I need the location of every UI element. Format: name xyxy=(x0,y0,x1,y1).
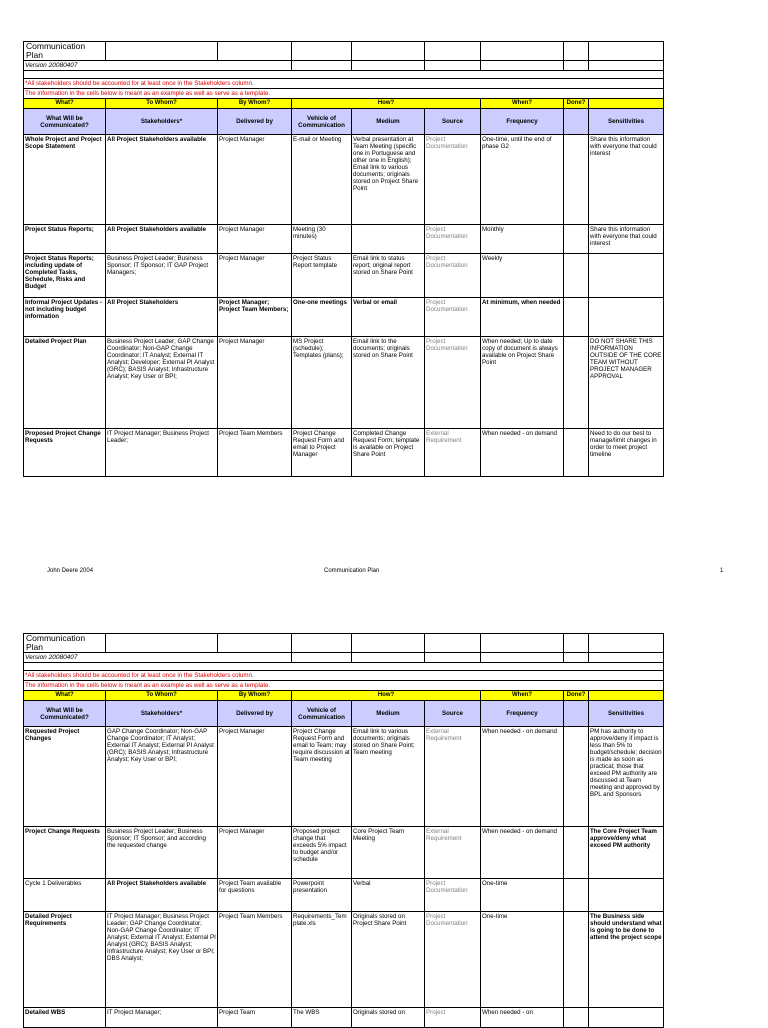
cell-medium: Email link to the documents; originals stored on Share Point xyxy=(352,337,425,429)
cell-to: GAP Change Coordinator; Non-GAP Change Coordinator; IT Analyst; External IT Analyst; External PI Analyst (GRC); BASIS Analyst; Infrastructure Analyst; Key User or BPI; xyxy=(106,727,218,827)
cell-medium: Verbal or email xyxy=(352,298,425,337)
cell-to: All Project Stakeholders available xyxy=(106,879,218,912)
header-stakeholders: Stakeholders* xyxy=(106,701,218,727)
cell-what: Informal Project Updates - not including budget information xyxy=(24,298,106,337)
cell-source: Project Documentation xyxy=(425,135,481,225)
table-body-p1 xyxy=(24,42,664,477)
group-by-whom: By Whom? xyxy=(218,691,292,701)
cell-frequency: Weekly xyxy=(481,254,564,298)
cell-frequency: When needed - on demand xyxy=(481,827,564,879)
cell-frequency: One-time, until the end of phase G2 xyxy=(481,135,564,225)
cell-medium: Verbal xyxy=(352,879,425,912)
cell-frequency: One-time xyxy=(481,879,564,912)
cell-done xyxy=(564,298,589,337)
cell-vehicle: Project Change Request Form and email to Project Manager xyxy=(292,429,352,477)
cell-to: Business Project Leader; Business Sponsor; IT Sponsor; and according the requested change xyxy=(106,827,218,879)
cell-to: All Project Stakeholders xyxy=(106,298,218,337)
table-row xyxy=(24,135,664,225)
cell-source: External Requirement xyxy=(425,429,481,477)
cell-sensitivities: PM has authority to approve/deny if impact is less than 5% to budget/schedule; decision is made as soon as practical; those that exceed PM authority are discussed at Team meeting and approved by BPL and Sponsors xyxy=(589,727,664,827)
cell-by: Project Team Members xyxy=(218,912,292,1008)
group-to-whom: To Whom? xyxy=(106,691,218,701)
note-stakeholders: *All stakeholders should be accounted for at least once in the Stakeholders column. xyxy=(24,671,664,681)
header-vehicle: Vehicle of Communication xyxy=(292,701,352,727)
cell-medium xyxy=(352,225,425,254)
group-when: When? xyxy=(481,691,564,701)
table-row xyxy=(24,254,664,298)
cell-by: Project Team Members xyxy=(218,429,292,477)
footer-center: Communication Plan xyxy=(324,568,380,574)
cell-done xyxy=(564,254,589,298)
document-title: Communication Plan xyxy=(24,634,106,653)
cell-sensitivities: Need to do our best to manage/limit changes in order to meet project timeline xyxy=(589,429,664,477)
note-template: The information in the cells below is meant as an example as well as serve as a template. xyxy=(24,89,664,99)
table-row xyxy=(24,879,664,912)
cell-by: Project Team xyxy=(218,1008,292,1028)
cell-to: All Project Stakeholders available xyxy=(106,135,218,225)
header-what: What Will be Communicated? xyxy=(24,701,106,727)
cell-by: Project Manager xyxy=(218,727,292,827)
cell-what: Detailed WBS xyxy=(24,1008,106,1028)
cell-medium: Verbal presentation at Team Meeting (specific one in Portuguese and other one in English); Email link to various documents; originals stored on Project Share Point xyxy=(352,135,425,225)
cell-sensitivities: DO NOT SHARE THIS INFORMATION OUTSIDE OF THE CORE TEAM WITHOUT PROJECT MANAGER APPROVAL xyxy=(589,337,664,429)
cell-what: Proposed Project Change Requests xyxy=(24,429,106,477)
cell-sensitivities: Share this information with everyone that could interest xyxy=(589,135,664,225)
cell-vehicle: Meeting (30 minutes) xyxy=(292,225,352,254)
note-template: The information in the cells below is meant as an example as well as serve as a template. xyxy=(24,681,664,691)
cell-by: Project Manager xyxy=(218,254,292,298)
group-by-whom: By Whom? xyxy=(218,99,292,109)
table-row xyxy=(24,727,664,827)
cell-by: Project Manager xyxy=(218,225,292,254)
cell-vehicle: Project Status Report template xyxy=(292,254,352,298)
cell-what: Cycle 1 Deliverables xyxy=(24,879,106,912)
page-2 xyxy=(23,633,662,1028)
header-sensitivities: Sensitivities xyxy=(589,109,664,135)
cell-source: Project Documentation xyxy=(425,298,481,337)
cell-done xyxy=(564,135,589,225)
header-medium: Medium xyxy=(352,701,425,727)
cell-done xyxy=(564,912,589,1008)
header-sensitivities: Sensitivities xyxy=(589,701,664,727)
table-row xyxy=(24,1008,664,1028)
cell-vehicle: The WBS xyxy=(292,1008,352,1028)
header-vehicle: Vehicle of Communication xyxy=(292,109,352,135)
header-what: What Will be Communicated? xyxy=(24,109,106,135)
version-label: Version 20080407 xyxy=(24,653,292,663)
note-stakeholders: *All stakeholders should be accounted for at least once in the Stakeholders column. xyxy=(24,79,664,89)
header-frequency: Frequency xyxy=(481,109,564,135)
cell-medium: Email link to status report; original report stored on Share Point xyxy=(352,254,425,298)
table-row xyxy=(24,337,664,429)
table-row xyxy=(24,225,664,254)
cell-done xyxy=(564,337,589,429)
group-done: Done? xyxy=(564,99,589,109)
cell-to: IT Project Manager; Business Project Leader; GAP Change Coordinator; Non-GAP Change Coordinator; IT Analyst; External IT Analyst; External PI Analyst (GRC); BASIS Analyst; Infrastructure Analyst; Key User or BPI; DBS Analyst; xyxy=(106,912,218,1008)
header-stakeholders: Stakeholders* xyxy=(106,109,218,135)
cell-source: Project Documentation xyxy=(425,254,481,298)
cell-vehicle: Requirements_Template.xls xyxy=(292,912,352,1008)
cell-sensitivities xyxy=(589,298,664,337)
cell-vehicle: Proposed project change that exceeds 5% impact to budget and/or schedule xyxy=(292,827,352,879)
cell-what: Detailed Project Requirements xyxy=(24,912,106,1008)
cell-sensitivities: The Business side should understand what is going to be done to attend the project scope xyxy=(589,912,664,1008)
cell-frequency: Monthly xyxy=(481,225,564,254)
table-row xyxy=(24,429,664,477)
cell-by: Project Manager xyxy=(218,135,292,225)
cell-sensitivities xyxy=(589,1008,664,1028)
cell-by: Project Manager; Project Team Members; xyxy=(218,298,292,337)
header-done xyxy=(564,701,589,727)
cell-done xyxy=(564,827,589,879)
header-source: Source xyxy=(425,109,481,135)
cell-done xyxy=(564,727,589,827)
group-how: How? xyxy=(292,691,481,701)
cell-frequency: When needed - on xyxy=(481,1008,564,1028)
communication-plan-table xyxy=(23,41,664,477)
table-body-p2 xyxy=(24,634,664,1028)
group-when: When? xyxy=(481,99,564,109)
cell-frequency: One-time xyxy=(481,912,564,1008)
cell-vehicle: Powerpoint presentation xyxy=(292,879,352,912)
header-source: Source xyxy=(425,701,481,727)
header-frequency: Frequency xyxy=(481,701,564,727)
group-how: How? xyxy=(292,99,481,109)
cell-sensitivities xyxy=(589,879,664,912)
cell-medium: Completed Change Request Form; template is available on Project Share Point xyxy=(352,429,425,477)
cell-by: Project Manager xyxy=(218,827,292,879)
cell-done xyxy=(564,429,589,477)
table-row xyxy=(24,912,664,1008)
cell-sensitivities: The Core Project Team approve/deny what exceed PM authority xyxy=(589,827,664,879)
footer-page-number: 1 xyxy=(720,568,724,574)
header-delivered-by: Delivered by xyxy=(218,701,292,727)
group-what: What? xyxy=(24,691,106,701)
cell-source: External Requirement xyxy=(425,727,481,827)
cell-medium: Email link to various documents; originals stored on Share Point; Team meeting xyxy=(352,727,425,827)
cell-what: Detailed Project Plan xyxy=(24,337,106,429)
cell-frequency: At minimum, when needed xyxy=(481,298,564,337)
document-title: Communication Plan xyxy=(24,42,106,61)
header-done xyxy=(564,109,589,135)
cell-frequency: When needed - on demand xyxy=(481,429,564,477)
cell-source: Project xyxy=(425,1008,481,1028)
cell-source: Project Documentation xyxy=(425,225,481,254)
cell-source: Project Documentation xyxy=(425,879,481,912)
cell-vehicle: E-mail or Meeting xyxy=(292,135,352,225)
cell-medium: Originals stored on Project Share Point xyxy=(352,912,425,1008)
cell-source: Project Documentation xyxy=(425,912,481,1008)
cell-frequency: When needed - on demand xyxy=(481,727,564,827)
cell-medium: Originals stored on xyxy=(352,1008,425,1028)
table-row xyxy=(24,298,664,337)
cell-done xyxy=(564,1008,589,1028)
cell-what: Requested Project Changes xyxy=(24,727,106,827)
communication-plan-table xyxy=(23,633,664,1028)
group-to-whom: To Whom? xyxy=(106,99,218,109)
group-done: Done? xyxy=(564,691,589,701)
cell-done xyxy=(564,879,589,912)
cell-to: Business Project Leader; Business Sponsor; IT Sponsor; IT GAP Project Managers; xyxy=(106,254,218,298)
table-row xyxy=(24,827,664,879)
cell-to: IT Project Manager; Business Project Leader; xyxy=(106,429,218,477)
cell-sensitivities: Share this information with everyone that could interest xyxy=(589,225,664,254)
cell-what: Project Status Reports; xyxy=(24,225,106,254)
footer-left: John Deere 2004 xyxy=(47,568,94,574)
group-what: What? xyxy=(24,99,106,109)
cell-sensitivities xyxy=(589,254,664,298)
cell-what: Project Change Requests xyxy=(24,827,106,879)
cell-medium: Core Project Team Meeting xyxy=(352,827,425,879)
header-medium: Medium xyxy=(352,109,425,135)
page-1 xyxy=(23,41,662,477)
cell-to: IT Project Manager; xyxy=(106,1008,218,1028)
cell-what: Whole Project and Project Scope Statement xyxy=(24,135,106,225)
cell-by: Project Manager xyxy=(218,337,292,429)
cell-by: Project Team available for questions xyxy=(218,879,292,912)
cell-what: Project Status Reports; including update of Completed Tasks, Schedule, Risks and Budget xyxy=(24,254,106,298)
cell-source: External Requirement xyxy=(425,827,481,879)
version-label: Version 20080407 xyxy=(24,61,292,71)
cell-to: All Project Stakeholders available xyxy=(106,225,218,254)
cell-vehicle: MS Project (schedule); Templates (plans); xyxy=(292,337,352,429)
cell-to: Business Project Leader; GAP Change Coordinator; Non-GAP Change Coordinator; IT Analyst; External IT Analyst; Developer; External PI Analyst (GRC); BASIS Analyst; Infrastructure Analyst; Key User or BPI; xyxy=(106,337,218,429)
header-delivered-by: Delivered by xyxy=(218,109,292,135)
cell-vehicle: One-one meetings xyxy=(292,298,352,337)
cell-done xyxy=(564,225,589,254)
cell-frequency: When needed; Up to date copy of document is always available on Project Share Point xyxy=(481,337,564,429)
cell-vehicle: Project Change Request Form and email to Team; may require discussion at Team meeting xyxy=(292,727,352,827)
cell-source: Project Documentation xyxy=(425,337,481,429)
